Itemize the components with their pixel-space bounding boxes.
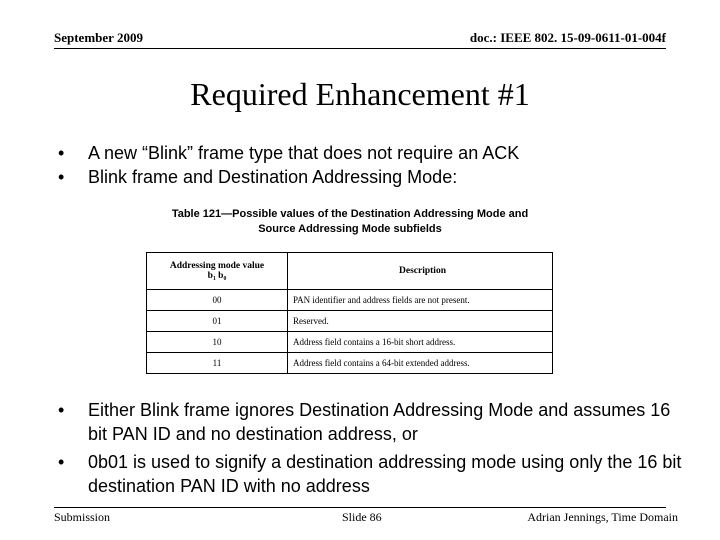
table-header-cell: Description [288,253,553,290]
bullet-text: Blink frame and Destination Addressing Mode: [88,167,458,187]
table-row [147,311,553,332]
bullet-icon: • [58,400,65,420]
addressing-mode-table [146,252,553,374]
mode-value-cell: 01 [147,311,288,332]
description-cell: PAN identifier and address fields are not present. [288,290,553,311]
table-row [147,353,553,374]
mode-value-cell: 10 [147,332,288,353]
footer-submission: Submission [54,510,111,524]
header-line: b₁ b₀ [207,271,227,281]
header-doc-id: doc.: IEEE 802. 15-09-0611-01-004f [469,30,666,45]
bullet-item [56,450,686,498]
footer-author: Adrian Jennings, Time Domain [527,510,678,524]
mode-value-cell: 00 [147,290,288,311]
footer-slide-number: Slide 86 [342,510,382,524]
table-caption [140,207,560,237]
bullet-text: Either Blink frame ignores Destination Addressing Mode and assumes 16 bit PAN ID and no destination address, or [88,400,671,444]
description-cell: Address field contains a 16-bit short address. [288,332,553,353]
bullet-icon: • [58,143,65,163]
bullet-item [56,141,686,165]
bullet-text: 0b01 is used to signify a destination addressing mode using only the 16 bit destination PAN ID with no address [88,452,682,496]
description-cell: Reserved. [288,311,553,332]
header-date: September 2009 [54,30,143,45]
bullet-item [56,398,686,446]
bullet-list-top [56,141,686,189]
bullet-item [56,165,686,189]
bullet-icon: • [58,452,65,472]
footer-divider [54,507,666,508]
bullet-icon: • [58,167,65,187]
bullet-list-bottom [56,398,686,502]
bullet-text: A new “Blink” frame type that does not require an ACK [88,143,520,163]
mode-value-cell: 11 [147,353,288,374]
table-row [147,290,553,311]
table-header-cell [147,253,288,290]
slide-title: Required Enhancement #1 [190,76,530,112]
table-caption-line: Table 121—Possible values of the Destination Addressing Mode and [171,208,529,220]
table-caption-line: Source Addressing Mode subfields [258,223,442,235]
table-header-row [147,253,553,290]
header-line: Addressing mode value [169,261,265,271]
description-cell: Address field contains a 64-bit extended address. [288,353,553,374]
table-row [147,332,553,353]
header-divider [54,48,666,49]
